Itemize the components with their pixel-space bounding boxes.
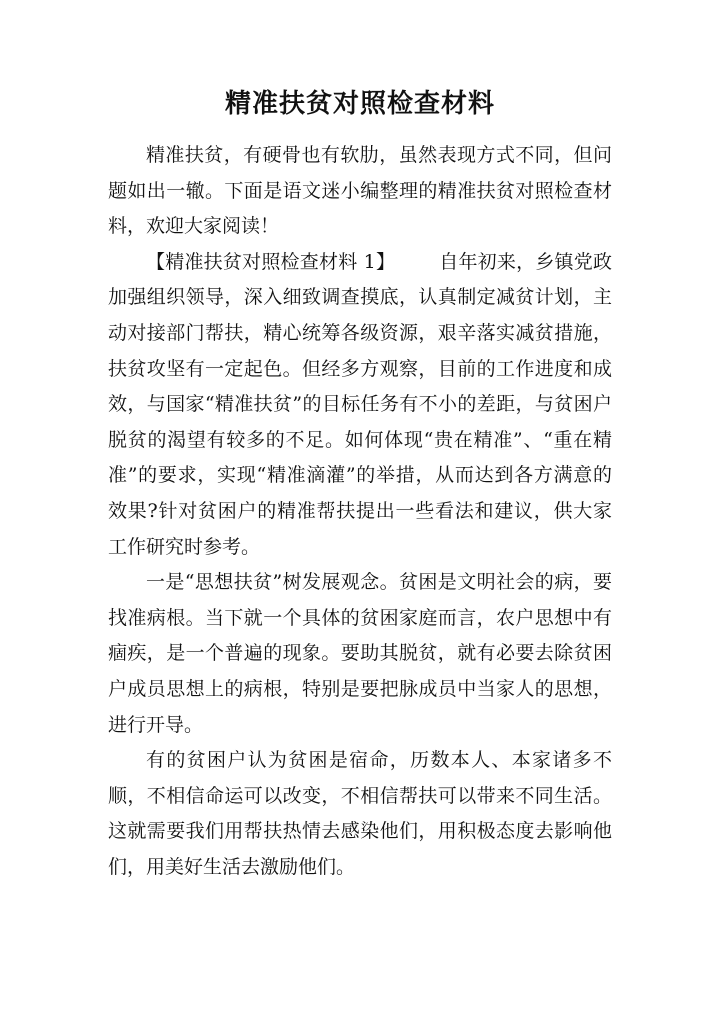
paragraph-fate: 有的贫困户认为贫困是宿命，历数本人、本家诸多不顺，不相信命运可以改变，不相信帮扶可以带来不同生活。这就需要我们用帮扶热情去感染他们，用积极态度去影响他们，用美好生活去激励他们。 [108, 749, 612, 878]
paragraph-thought-poverty: 一是“思想扶贫”树发展观念。贫困是文明社会的病，要找准病根。当下就一个具体的贫困家庭而言，农户思想中有痼疾，是一个普遍的现象。要助其脱贫，就有必要去除贫困户成员思想上的病根，特别是要把脉成员中当家人的思想，进行开导。 [108, 571, 612, 736]
intro-paragraph: 精准扶贫，有硬骨也有软肋，虽然表现方式不同，但问题如出一辙。下面是语文迷小编整理的精准扶贫对照检查材料，欢迎大家阅读！ [108, 144, 612, 238]
section1-paragraph [108, 245, 612, 565]
document-title: 精准扶贫对照检查材料 [224, 89, 495, 119]
section1-heading: 【精准扶贫对照检查材料 1】 [146, 250, 396, 273]
section1-body: 自年初来，乡镇党政加强组织领导，深入细致调查摸底，认真制定减贫计划，主动对接部门帮扶，精心统筹各级资源，艰辛落实减贫措施，扶贫攻坚有一定起色。但经多方观察，目前的工作进度和成效，与国家“精准扶贫”的目标任务有不小的差距，与贫困户脱贫的渴望有较多的不足。如何体现“贵在精准”、“重在精准”的要求，实现“精准滴灌”的举措，从而达到各方满意的效果?针对贫困户的精准帮扶提出一些看法和建议，供大家工作研究时参考。 [108, 250, 612, 558]
